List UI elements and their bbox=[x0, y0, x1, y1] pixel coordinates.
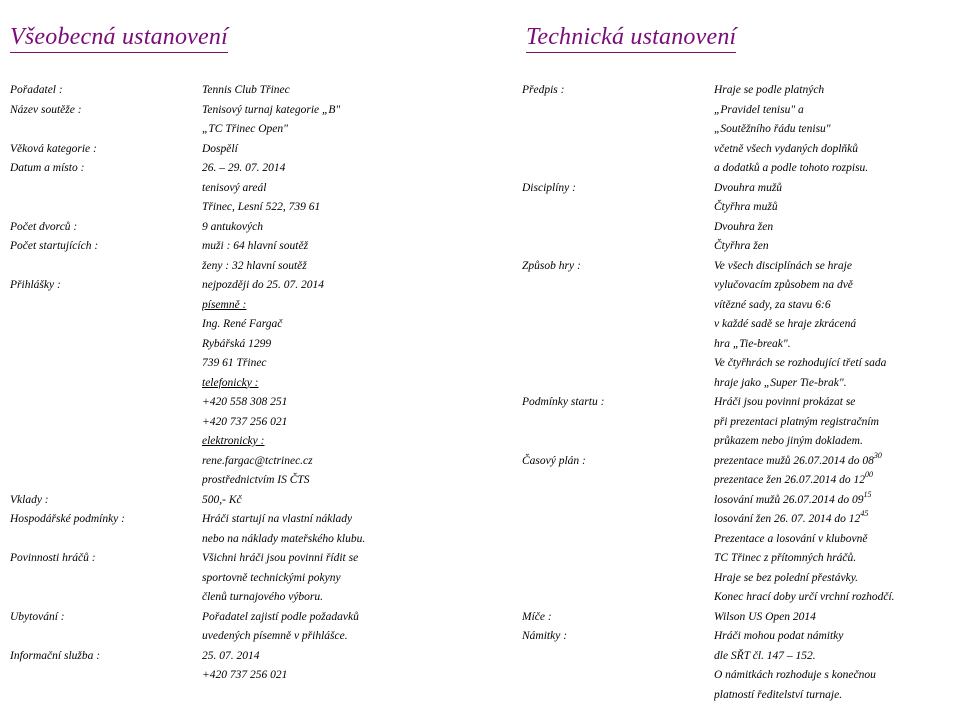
right-row bbox=[522, 81, 952, 179]
row-label: Míče : bbox=[522, 610, 552, 623]
value-line: vylučovacím způsobem na dvě bbox=[714, 279, 853, 291]
value-line: průkazem nebo jiným dokladem. bbox=[714, 435, 863, 447]
row-label: Počet startujících : bbox=[10, 240, 99, 252]
left-row bbox=[10, 81, 480, 101]
value-line: Všichni hráči jsou povinni řídit se bbox=[202, 552, 359, 564]
value-line: 500,- Kč bbox=[202, 493, 242, 506]
row-label: Hospodářské podmínky : bbox=[10, 513, 125, 525]
value-line: prezentace žen 26.07.2014 do $12^{00}$ bbox=[714, 470, 873, 486]
row-label: Ubytování : bbox=[10, 610, 65, 623]
left-row bbox=[10, 647, 480, 686]
row-label: Podmínky startu : bbox=[522, 396, 605, 408]
value-line: Čtyřhra žen bbox=[714, 240, 769, 252]
row-value bbox=[202, 159, 480, 218]
value-line: 739 61 Třinec bbox=[202, 357, 267, 369]
value-line: Dospělí bbox=[202, 142, 238, 155]
row-label: Disciplíny : bbox=[522, 181, 576, 194]
value-line: Ing. René Fargač bbox=[202, 318, 283, 330]
row-value bbox=[202, 647, 480, 686]
row-value bbox=[202, 140, 480, 160]
left-row bbox=[10, 218, 480, 238]
row-value bbox=[202, 237, 480, 276]
value-line: Ve všech disciplínách se hraje bbox=[714, 259, 852, 272]
value-line: Hraje se podle platných bbox=[714, 84, 825, 96]
value-line: ženy : 32 hlavní soutěž bbox=[202, 259, 307, 272]
row-value bbox=[202, 218, 480, 238]
row-label: Vklady : bbox=[10, 493, 49, 506]
value-line: 26. – 29. 07. 2014 bbox=[202, 162, 286, 174]
left-row bbox=[10, 510, 480, 549]
technical-provisions-title bbox=[526, 24, 736, 51]
right-row bbox=[522, 257, 952, 394]
value-line: nebo na náklady mateřského klubu. bbox=[202, 532, 366, 545]
value-line: vítězné sady, za stavu 6:6 bbox=[714, 298, 831, 311]
value-line: tenisový areál bbox=[202, 181, 267, 194]
value-line: uvedených písemně v přihlášce. bbox=[202, 630, 348, 642]
row-value bbox=[202, 81, 480, 101]
value-line: dle SŘT čl. 147 – 152. bbox=[714, 649, 816, 662]
value-line: elektronicky : bbox=[202, 435, 265, 447]
value-line: +420 737 256 021 bbox=[202, 415, 288, 428]
value-line: losování mužů 26.07.2014 do $09^{15}$ bbox=[714, 489, 872, 506]
value-line: včetně všech vydaných doplňků bbox=[714, 142, 858, 155]
row-label: Věková kategorie : bbox=[10, 142, 97, 155]
row-label: Časový plán : bbox=[522, 454, 586, 467]
value-line: Ve čtyřhrách se rozhodující třetí sada bbox=[714, 357, 887, 369]
row-value bbox=[714, 257, 952, 394]
value-line: písemně : bbox=[202, 298, 247, 311]
left-row bbox=[10, 608, 480, 647]
row-label: Způsob hry : bbox=[522, 259, 581, 272]
row-value bbox=[714, 179, 952, 257]
value-line: Čtyřhra mužů bbox=[714, 201, 778, 213]
right-row bbox=[522, 627, 952, 705]
value-line: Rybářská 1299 bbox=[202, 337, 272, 350]
value-line: Třinec, Lesní 522, 739 61 bbox=[202, 201, 321, 213]
value-line: „Pravidel tenisu" a bbox=[714, 103, 804, 116]
value-line: nejpozději do 25. 07. 2014 bbox=[202, 279, 325, 291]
row-value bbox=[202, 276, 480, 491]
value-line: sportovně technickými pokyny bbox=[202, 571, 341, 584]
value-line: „TC Třinec Open" bbox=[202, 123, 288, 135]
value-line: v každé sadě se hraje zkrácená bbox=[714, 318, 857, 330]
value-line: 25. 07. 2014 bbox=[202, 649, 260, 662]
value-line: telefonicky : bbox=[202, 376, 259, 389]
row-value bbox=[714, 393, 952, 452]
right-row bbox=[522, 393, 952, 452]
row-value bbox=[714, 81, 952, 179]
value-line: Wilson US Open 2014 bbox=[714, 610, 816, 623]
value-line: hraje jako „Super Tie-brak". bbox=[714, 376, 847, 389]
row-label: Název soutěže : bbox=[10, 103, 82, 116]
value-line: hra „Tie-break". bbox=[714, 337, 791, 350]
value-line: Tenisový turnaj kategorie „B" bbox=[202, 103, 341, 116]
value-line: Hráči startují na vlastní náklady bbox=[202, 513, 353, 525]
right-row bbox=[522, 452, 952, 608]
row-label: Předpis : bbox=[522, 84, 565, 96]
row-label: Přihlášky : bbox=[10, 279, 61, 291]
right-row bbox=[522, 179, 952, 257]
left-row bbox=[10, 140, 480, 160]
value-line: Hráči mohou podat námitky bbox=[714, 630, 844, 642]
row-value bbox=[714, 608, 952, 628]
value-line: Dvouhra mužů bbox=[714, 181, 783, 194]
value-line: Konec hrací doby určí vrchní rozhodčí. bbox=[714, 591, 895, 603]
value-line: +420 558 308 251 bbox=[202, 396, 288, 408]
left-row bbox=[10, 276, 480, 491]
row-label: Datum a místo : bbox=[10, 162, 85, 174]
value-line: členů turnajového výboru. bbox=[202, 591, 324, 603]
value-line: prostřednictvím IS ČTS bbox=[202, 474, 310, 486]
value-line: Tennis Club Třinec bbox=[202, 84, 290, 96]
row-value bbox=[202, 101, 480, 140]
value-line: a dodatků a podle tohoto rozpisu. bbox=[714, 162, 869, 174]
general-provisions-title bbox=[10, 24, 228, 51]
row-value bbox=[202, 608, 480, 647]
value-line: „Soutěžního řádu tenisu" bbox=[714, 123, 831, 135]
value-line: Prezentace a losování v klubovně bbox=[714, 532, 868, 545]
left-row bbox=[10, 491, 480, 511]
value-line: TC Třinec z přítomných hráčů. bbox=[714, 552, 857, 564]
value-line: 9 antukových bbox=[202, 220, 263, 233]
row-value bbox=[202, 491, 480, 511]
row-value bbox=[714, 627, 952, 705]
general-provisions-table bbox=[10, 81, 480, 686]
left-row bbox=[10, 101, 480, 140]
value-line: Dvouhra žen bbox=[714, 220, 774, 233]
left-row bbox=[10, 549, 480, 608]
left-row bbox=[10, 159, 480, 218]
row-label: Pořadatel : bbox=[10, 84, 63, 96]
value-line: Pořadatel zajistí podle požadavků bbox=[202, 610, 359, 623]
row-label: Povinnosti hráčů : bbox=[10, 552, 96, 564]
technical-provisions-table bbox=[522, 81, 952, 705]
right-row bbox=[522, 608, 952, 628]
value-line: Hraje se bez polední přestávky. bbox=[714, 571, 859, 584]
row-value bbox=[202, 549, 480, 608]
value-line: prezentace mužů 26.07.2014 do $08^{30}$ bbox=[714, 451, 882, 467]
value-line: rene.fargac@tctrinec.cz bbox=[202, 454, 313, 467]
value-line: O námitkách rozhoduje s konečnou bbox=[714, 669, 876, 681]
value-line: platností ředitelství turnaje. bbox=[714, 688, 843, 701]
row-label: Informační služba : bbox=[10, 649, 101, 662]
value-line: losování žen 26. 07. 2014 do $12^{45}$ bbox=[714, 509, 869, 525]
row-value bbox=[714, 452, 952, 608]
row-label: Námitky : bbox=[522, 630, 568, 642]
technical-provisions-title-text: Technická ustanovení bbox=[526, 24, 737, 50]
general-provisions-title-text: Všeobecná ustanovení bbox=[10, 24, 228, 50]
value-line: Hráči jsou povinni prokázat se bbox=[714, 396, 856, 408]
row-label: Počet dvorců : bbox=[10, 220, 78, 233]
row-value bbox=[202, 510, 480, 549]
value-line: muži : 64 hlavní soutěž bbox=[202, 240, 309, 252]
value-line: +420 737 256 021 bbox=[202, 669, 288, 681]
value-line: při prezentaci platným registračním bbox=[714, 415, 879, 428]
left-row bbox=[10, 237, 480, 276]
